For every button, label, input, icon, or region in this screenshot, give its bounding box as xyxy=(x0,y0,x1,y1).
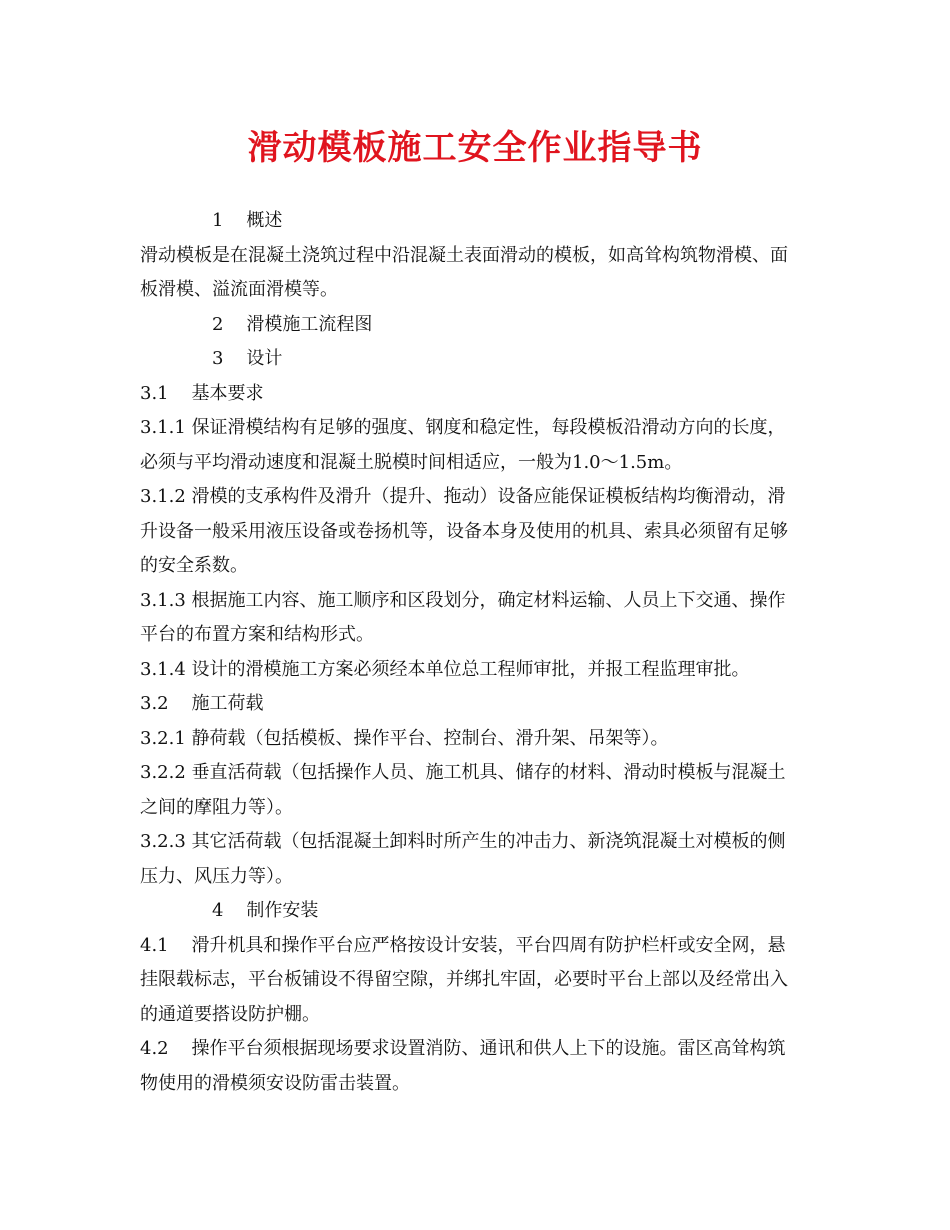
paragraph-line: 物使用的滑模须安设防雷击装置。 xyxy=(140,1072,410,1094)
paragraph-line: 3.1.3 根据施工内容、施工顺序和区段划分，确定材料运输、人员上下交通、操作 xyxy=(140,589,786,611)
paragraph-line: 3.2.2 垂直活荷载（包括操作人员、施工机具、储存的材料、滑动时模板与混凝土 xyxy=(140,762,786,783)
document-title: 滑动模板施工安全作业指导书 xyxy=(247,128,703,168)
paragraph-line: 3.1.1 保证滑模结构有足够的强度、钢度和稳定性，每段模板沿滑动方向的长度， xyxy=(140,417,786,438)
paragraph-line: 升设备一般采用液压设备或卷扬机等，设备本身及使用的机具、索具必须留有足够 xyxy=(140,520,788,542)
paragraph-line: 3.1 基本要求 xyxy=(140,382,264,404)
paragraph-line: 滑动模板是在混凝土浇筑过程中沿混凝土表面滑动的模板，如高耸构筑物滑模、面 xyxy=(140,244,788,266)
paragraph-line: 4.2 操作平台须根据现场要求设置消防、通讯和供人上下的设施。雷区高耸构筑 xyxy=(140,1038,786,1059)
paragraph-line: 必须与平均滑动速度和混凝土脱模时间相适应，一般为1.0～1.5m。 xyxy=(140,451,683,473)
paragraph-line: 3.2.3 其它活荷载（包括混凝土卸料时所产生的冲击力、新浇筑混凝土对模板的侧 xyxy=(140,831,786,852)
section-heading: 1 概述 xyxy=(212,210,283,231)
document-body xyxy=(140,204,816,1101)
paragraph-line: 3.1.2 滑模的支承构件及滑升（提升、拖动）设备应能保证模板结构均衡滑动，滑 xyxy=(140,486,786,507)
paragraph-line: 3.1.4 设计的滑模施工方案必须经本单位总工程师审批，并报工程监理审批。 xyxy=(140,658,750,680)
paragraph-line: 的安全系数。 xyxy=(140,555,248,576)
paragraph-line: 平台的布置方案和结构形式。 xyxy=(140,624,374,645)
section-heading: 2 滑模施工流程图 xyxy=(212,313,373,335)
section-heading: 4 制作安装 xyxy=(212,900,319,921)
paragraph-line: 的通道要搭设防护棚。 xyxy=(140,1003,320,1025)
paragraph-line: 挂限载标志，平台板铺设不得留空隙，并绑扎牢固，必要时平台上部以及经常出入 xyxy=(140,969,788,990)
paragraph-line: 之间的摩阻力等）。 xyxy=(140,796,293,818)
paragraph-line: 压力、风压力等）。 xyxy=(140,865,293,887)
paragraph-line: 3.2 施工荷载 xyxy=(140,693,264,714)
paragraph-line: 4.1 滑升机具和操作平台应严格按设计安装，平台四周有防护栏杆或安全网，悬 xyxy=(140,934,786,956)
paragraph-line: 3.2.1 静荷载（包括模板、操作平台、控制台、滑升架、吊架等）。 xyxy=(140,727,669,749)
paragraph-line: 板滑模、溢流面滑模等。 xyxy=(140,279,338,300)
section-heading: 3 设计 xyxy=(212,348,283,369)
